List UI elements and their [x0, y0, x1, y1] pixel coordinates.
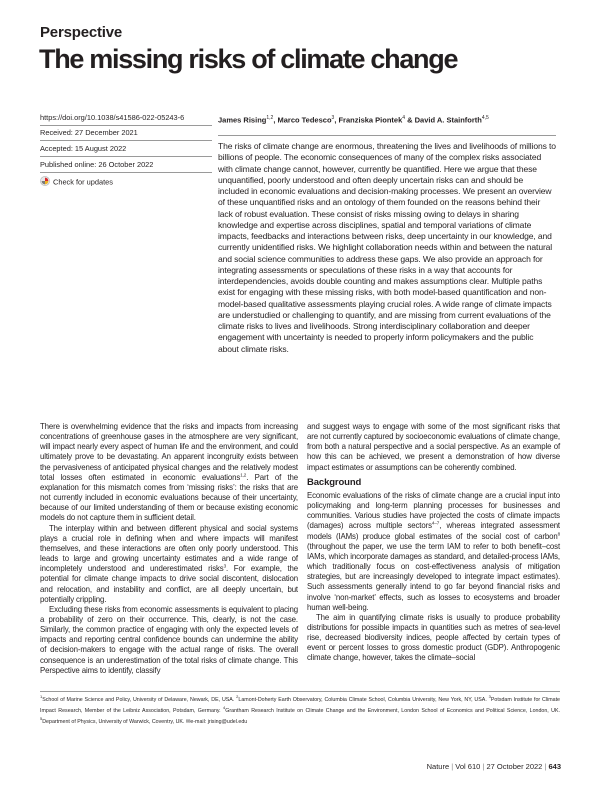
affiliation-marker: 1,2: [266, 115, 274, 121]
section-heading: Background: [307, 476, 362, 488]
page-footer: [427, 762, 561, 771]
affiliation-marker: 3: [331, 115, 335, 121]
issue-date: 27 October 2022: [486, 762, 543, 771]
author-email[interactable]: ✉e-mail: jrising@udel.edu: [185, 718, 248, 725]
doi-link[interactable]: https://doi.org/10.1038/s41586-022-05243-6: [40, 113, 185, 122]
article-type-label: Perspective: [40, 24, 123, 41]
meta-divider: [40, 140, 212, 141]
citation-ref[interactable]: 4–7: [431, 520, 440, 526]
footer-separator: |: [482, 762, 485, 771]
meta-divider: [40, 125, 212, 126]
journal-name: Nature: [426, 762, 450, 771]
body-paragraph: Excluding these risks from economic assessments is equivalent to placing a probability of zero on their occurrence. This, clearly, is not the case. Similarly, the common practice of engaging with only the expected levels of impacts and reporting central confidence bounds can undermine the ability of decision-makers to engage with the actual range of risks. The overall consequence is an underestimation of the total risks of climate change. This Perspective aims to identify, classify: [40, 604, 298, 675]
check-updates-label: Check for updates: [53, 177, 113, 187]
abstract-top-divider: [218, 135, 556, 136]
affiliations-footnote: $^1$School of Marine Science and Policy, University of Delaware, Newark, DE, USA. $^2$Lamont-Doherty Earth Observatory, Columbia Climate School, Columbia University, New York, NY, USA. $^3$Potsdam Institute for Climate Impact Research, Member of the Leibniz Association, Potsdam, Germany. $^4$Grantham Research Institute on Climate Change and the Environment, London School of Economics and Political Science, London, UK. $^5$Department of Physics, University of Warwick, Coventry, UK. ✉e-mail: jrising@udel.edu: [40, 694, 560, 725]
body-paragraph: The aim in quantifying climate risks is usually to produce probability distributions for possible impacts in quantities such as metres of sea-level rise, decreased biodiversity indices, people affected by certain types of event or percent losses to gross domestic product (GDP). Anthropogenic climate change, however, takes the climate–social: [307, 612, 560, 663]
meta-divider: [40, 172, 212, 173]
body-paragraph: There is overwhelming evidence that the risks and impacts from increasing concentrations of greenhouse gases in the atmosphere are very significant, will impact nearly every aspect of human life and the environment, and could ultimately prove to be devastating. An apparent incongruity exists between the pervasiveness of anticipated physical changes and the relatively modest total losses often estimated in economic evaluations$^{1,2}$. Part of the explanation for this mismatch comes from ‘missing risks’: the risks that are not currently included in economic evaluations because of their uncertainty, because of our limited understanding of them or because existing economic models do not capture them in sufficient detail.: [40, 422, 298, 523]
article-title: The missing risks of climate change: [39, 44, 458, 74]
body-paragraph: Economic evaluations of the risks of climate change are a crucial input into policymaking and long-term planning processes for businesses and communities. Various studies have projected the costs of climate impacts (damages) across multiple sectors$^{4-7}$, whereas integrated assessment models (IAMs) produce global estimates of the social cost of carbon$^8$ (throughout the paper, we use the term IAM to refer to both benefit–cost IAMs, which incorporate damages as standard, and detailed-process IAMs, which traditionally focus on cost-effectiveness analysis of mitigation strategies, but are increasingly developed to integrate impact estimates). Such assessments generally intend to go far beyond financial risks and involve ‘non-market’ effects, such as losses to ecosystems and broader human well-being.: [307, 490, 560, 612]
footer-separator: |: [451, 762, 454, 771]
author-name[interactable]: , Marco Tedesco: [273, 115, 332, 125]
body-paragraph: The interplay within and between different physical and social systems plays a crucial role in defining when and where impacts will manifest themselves, and these interactions are often only poorly understood. This leads to large and growing uncertainty estimates and a wide range of incompletely understood and underestimated risks$^3$. For example, the potential for climate change impacts to drive social discontent, dislocation and relocation, and instability and conflict, are all deeply uncertain, but potentially crippling.: [40, 523, 298, 604]
citation-ref[interactable]: 8: [557, 530, 560, 536]
author-name[interactable]: & David A. Stainforth: [405, 115, 482, 125]
body-column-left: [40, 422, 298, 676]
author-name[interactable]: , Franziska Piontek: [334, 115, 403, 125]
check-updates-icon: [40, 176, 50, 189]
author-list: [218, 113, 558, 126]
abstract: The risks of climate change are enormous, threatening the lives and livelihoods of millions to billions of people. The economic consequences of many of the complex risks associated with climate change cannot, however, currently be quantified. Here we argue that these unquantified, poorly understood and often deeply uncertain risks can and should be included in economic evaluations and decision-making processes. We present an overview of these unquantified risks and an ontology of them founded on the reasons behind their lack of robust evaluation. These consist of risks missing owing to delays in sharing knowledge and expertise across disciplines, spatial and temporal variations of climate impacts, feedbacks and interactions between risks, deep uncertainty in our knowledge, and currently unidentified risks. We highlight collaboration needs within and between the natural and social science communities to address these gaps. We also provide an approach for integrating assessments or speculations of these risks in a way that accounts for interdependencies, avoids double counting and makes assumptions clear. Multiple paths exist for engaging with these missing risks, with both model-based quantification and non-model-based qualitative assessments playing crucial roles. A wide range of climate impacts are understudied or challenging to quantify, and are missing from current evaluations of the climate risks to lives and livelihoods. Strong interdisciplinary collaboration and deeper engagement with uncertainty is needed to properly inform policymakers and the public about climate risks.: [218, 141, 556, 354]
meta-divider: [40, 156, 212, 157]
body-paragraph: and suggest ways to engage with some of the most significant risks that are not currently captured by socioeconomic evaluations of climate change, from both a natural perspective and a social perspective. As an example of how this can be achieved, we present a demonstration of how diverse impact estimates or assumptions can be coherently combined.: [307, 422, 560, 472]
body-column-right: [307, 422, 560, 664]
check-updates-link[interactable]: [40, 176, 212, 189]
citation-ref[interactable]: 3: [223, 563, 227, 569]
received-date: Received: 27 December 2021: [40, 128, 138, 137]
footnote-divider: [40, 691, 560, 692]
author-name[interactable]: James Rising: [218, 115, 267, 125]
published-date: Published online: 26 October 2022: [40, 160, 154, 169]
journal-volume: Vol 610: [455, 762, 481, 771]
accepted-date: Accepted: 15 August 2022: [40, 144, 127, 153]
affiliation-marker: 4,5: [481, 115, 489, 121]
page-number: 643: [548, 762, 561, 771]
footer-separator: |: [544, 762, 547, 771]
affiliation-marker: 4: [402, 115, 406, 121]
citation-ref[interactable]: 1,2: [240, 472, 247, 478]
